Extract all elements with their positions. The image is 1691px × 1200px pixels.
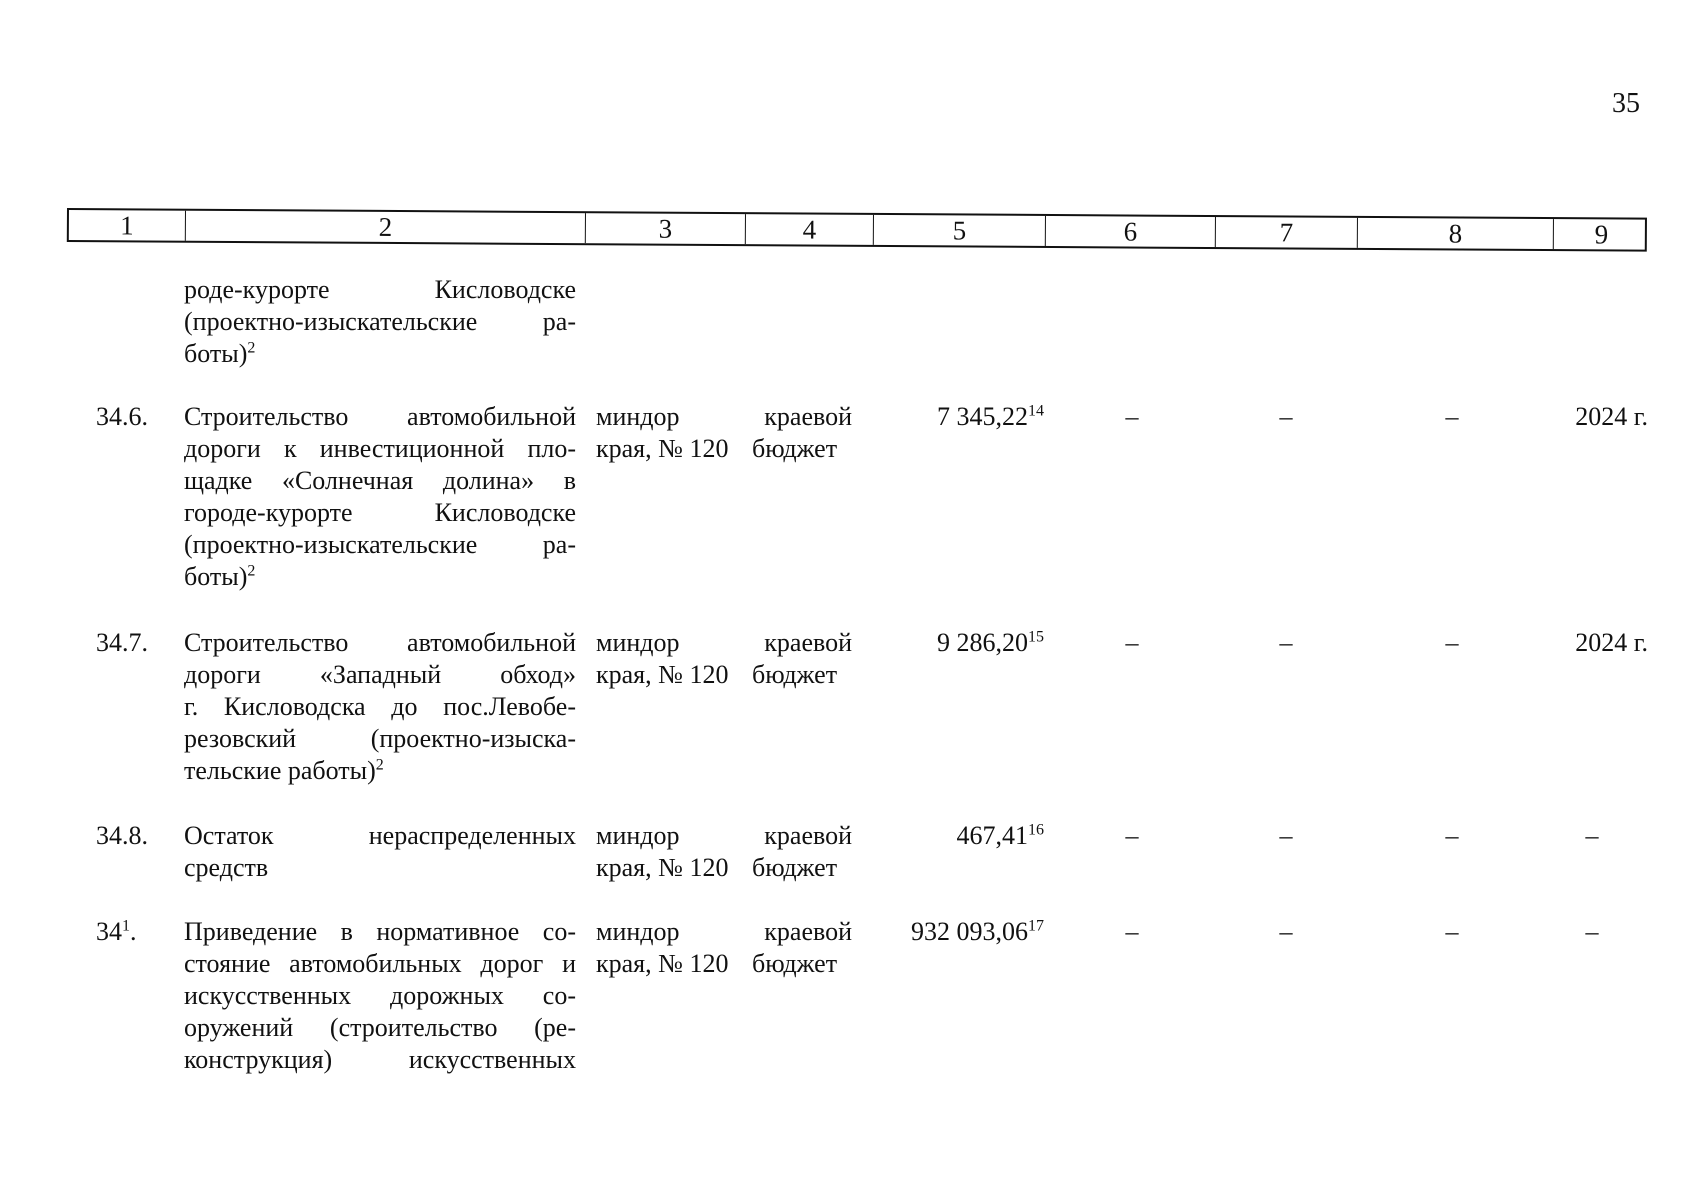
- source-line: бюджет: [752, 949, 838, 978]
- row-source: [752, 401, 852, 465]
- row-col-6: –: [1125, 628, 1139, 657]
- footnote-ref: 14: [1028, 402, 1044, 420]
- name-line-text: боты): [184, 339, 248, 368]
- name-line: Строительство автомобильной: [184, 628, 576, 657]
- footnote-ref: 2: [247, 339, 256, 357]
- row-col-8: –: [1445, 402, 1459, 431]
- row-col-9: 2024 г.: [1575, 628, 1648, 657]
- row-col-6: –: [1125, 917, 1139, 946]
- row-name: [184, 820, 576, 884]
- source-line: бюджет: [752, 660, 838, 689]
- source-line: краевой: [764, 402, 852, 431]
- amount-value: 932 093,06: [911, 917, 1028, 946]
- row-amount: [860, 916, 1044, 948]
- executor-line: края, № 120: [596, 853, 729, 882]
- amount-value: 467,41: [956, 821, 1028, 850]
- header-col-5: 5: [873, 215, 1045, 246]
- header-col-9: 9: [1553, 219, 1649, 250]
- name-line: щадке «Солнечная долина» в: [184, 466, 576, 495]
- executor-line: края, № 120: [596, 949, 729, 978]
- name-line-last: [184, 561, 576, 593]
- row-col-8: –: [1445, 821, 1459, 850]
- row-number-text: 34: [96, 917, 122, 946]
- name-line: Строительство автомобильной: [184, 402, 576, 431]
- name-line: роде-курорте Кисловодске: [184, 275, 576, 304]
- row-name: [184, 627, 576, 787]
- row-source: [752, 820, 852, 884]
- header-col-3: 3: [585, 213, 745, 244]
- amount-value: 9 286,20: [937, 628, 1028, 657]
- name-line: Остаток нераспределенных: [184, 821, 576, 850]
- row-executor: [596, 916, 746, 980]
- row-number: [96, 916, 156, 948]
- amount-value: 7 345,22: [937, 402, 1028, 431]
- executor-line: миндор: [596, 402, 680, 431]
- row-col-7: –: [1279, 402, 1293, 431]
- source-line: бюджет: [752, 853, 838, 882]
- header-col-6: 6: [1045, 216, 1215, 247]
- row-col-9: –: [1585, 917, 1599, 946]
- row-col-9: –: [1585, 821, 1599, 850]
- header-col-2: 2: [185, 211, 585, 243]
- table-header-row: [67, 208, 1647, 252]
- source-line: краевой: [764, 821, 852, 850]
- row-amount: [860, 627, 1044, 659]
- name-line: (проектно-изыскательские ра-: [184, 530, 576, 559]
- footnote-ref: 15: [1028, 628, 1044, 646]
- row-source: [752, 916, 852, 980]
- executor-line: миндор: [596, 917, 680, 946]
- row-amount: [860, 820, 1044, 852]
- row-name: [184, 274, 576, 370]
- name-line: резовский (проектно-изыска-: [184, 724, 576, 753]
- name-line: оружений (строительство (ре-: [184, 1013, 576, 1042]
- row-col-7: –: [1279, 821, 1293, 850]
- name-line-text: тельские работы): [184, 756, 376, 785]
- name-line: конструкция) искусственных: [184, 1045, 576, 1074]
- name-line: г. Кисловодска до пос.Левобе-: [184, 692, 576, 721]
- executor-line: края, № 120: [596, 660, 729, 689]
- source-line: краевой: [764, 628, 852, 657]
- footnote-ref: 2: [247, 562, 256, 580]
- name-line: городе-курорте Кисловодске: [184, 498, 576, 527]
- row-number: 34.7.: [96, 628, 148, 657]
- name-line: (проектно-изыскательские ра-: [184, 307, 576, 336]
- row-source: [752, 627, 852, 691]
- number-superscript: 1: [122, 917, 130, 935]
- row-executor: [596, 401, 746, 465]
- footnote-ref: 17: [1028, 917, 1044, 935]
- row-col-6: –: [1125, 821, 1139, 850]
- row-executor: [596, 820, 746, 884]
- row-executor: [596, 627, 746, 691]
- row-col-7: –: [1279, 628, 1293, 657]
- row-number: 34.8.: [96, 821, 148, 850]
- row-name: [184, 401, 576, 593]
- footnote-ref: 16: [1028, 821, 1044, 839]
- name-line-last: [184, 755, 576, 787]
- name-line: средств: [184, 853, 269, 882]
- name-line: Приведение в нормативное со-: [184, 917, 576, 946]
- name-line-last: [184, 338, 576, 370]
- row-col-6: –: [1125, 402, 1139, 431]
- header-col-1: 1: [120, 210, 134, 241]
- row-number: 34.6.: [96, 402, 148, 431]
- row-col-7: –: [1279, 917, 1293, 946]
- name-line: дороги к инвестиционной пло-: [184, 434, 576, 463]
- footnote-ref: 2: [375, 756, 384, 774]
- row-name: [184, 916, 576, 1076]
- row-col-8: –: [1445, 628, 1459, 657]
- source-line: краевой: [764, 917, 852, 946]
- row-number-suffix: .: [130, 917, 137, 946]
- row-amount: [860, 401, 1044, 433]
- row-col-8: –: [1445, 917, 1459, 946]
- header-col-4: 4: [745, 214, 873, 245]
- name-line: дороги «Западный обход»: [184, 660, 576, 689]
- source-line: бюджет: [752, 434, 838, 463]
- header-col-8: 8: [1357, 218, 1553, 249]
- executor-line: края, № 120: [596, 434, 729, 463]
- header-col-7: 7: [1215, 217, 1357, 248]
- row-col-9: 2024 г.: [1575, 402, 1648, 431]
- name-line: стояние автомобильных дорог и: [184, 949, 576, 978]
- executor-line: миндор: [596, 821, 680, 850]
- page-number: 35: [1612, 88, 1640, 119]
- name-line-text: боты): [184, 562, 248, 591]
- name-line: искусственных дорожных со-: [184, 981, 576, 1010]
- executor-line: миндор: [596, 628, 680, 657]
